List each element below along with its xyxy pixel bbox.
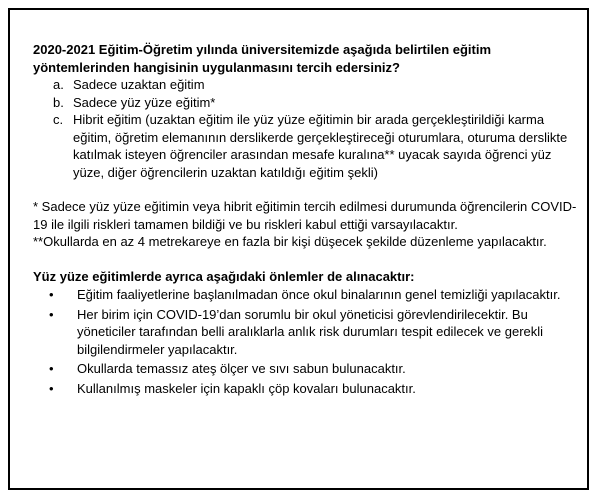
option-text: Hibrit eğitim (uzaktan eğitim ile yüz yüze eğitimin bir arada gerçekleştirildiği karma eğitim, öğretim elemanının derslikerde gerçekleştireceği oturumlara, oturuma derslikte katılmak isteyen öğrenciler arasından mesafe kuralına** uyacak sayıda öğrenci yüz yüze, diğer öğrencilerin uzaktan katıldığı eğitim şekli) bbox=[73, 112, 568, 180]
option-c bbox=[53, 111, 578, 181]
footnotes bbox=[33, 198, 578, 251]
footnote-1: * Sadece yüz yüze eğitimin veya hibrit eğitimin tercih edilmesi durumunda öğrencilerin COVID-19 ile ilgili riskleri tamamen bildiği ve bu riskleri kabul ettiği varsayılacaktır. bbox=[33, 199, 577, 232]
measures-list bbox=[33, 286, 578, 397]
measure-text: Kullanılmış maskeler için kapaklı çöp kovaları bulunacaktır. bbox=[77, 380, 416, 396]
option-marker: b. bbox=[53, 94, 64, 110]
question-line-2: yöntemlerinden hangisinin uygulanmasını tercih edersiniz? bbox=[33, 59, 400, 75]
measure-text: Eğitim faaliyetlerine başlanılmadan önce okul binalarının genel temizliği yapılacaktır. bbox=[77, 287, 561, 302]
option-marker: c. bbox=[53, 112, 64, 127]
bullet-icon: • bbox=[49, 380, 54, 396]
option-a bbox=[53, 76, 578, 94]
option-marker: a. bbox=[53, 77, 64, 92]
measures-title: Yüz yüze eğitimlerde ayrıca aşağıdaki önlemler de alınacaktır: bbox=[33, 268, 415, 284]
bullet-icon: • bbox=[49, 306, 54, 322]
document-content bbox=[33, 41, 578, 399]
question-text bbox=[33, 41, 578, 76]
measure-item bbox=[49, 286, 578, 304]
question-line-1: 2020-2021 Eğitim-Öğretim yılında üniversitemizde aşağıda belirtilen eğitim bbox=[33, 42, 492, 57]
bullet-icon: • bbox=[49, 361, 54, 376]
options-list bbox=[33, 76, 578, 181]
measure-item bbox=[49, 306, 578, 359]
measure-text: Her birim için COVID-19’dan sorumlu bir okul yöneticisi görevlendirilecektir. Bu yöneticiler tarafından belli aralıklarla anlık risk durumları tespit edilecek ve gerekli bilgilendirmeler yapılacaktır. bbox=[77, 306, 544, 357]
measure-text: Okullarda temassız ateş ölçer ve sıvı sabun bulunacaktır. bbox=[77, 361, 406, 376]
option-text: Sadece yüz yüze eğitim* bbox=[73, 94, 216, 110]
bullet-icon: • bbox=[49, 287, 54, 302]
option-text: Sadece uzaktan eğitim bbox=[73, 77, 205, 92]
footnote-2: **Okullarda en az 4 metrekareye en fazla bir kişi düşecek şekilde düzenleme yapılacaktır. bbox=[33, 234, 547, 249]
measure-item bbox=[49, 360, 578, 378]
measure-item bbox=[49, 380, 578, 398]
option-b bbox=[53, 94, 578, 112]
